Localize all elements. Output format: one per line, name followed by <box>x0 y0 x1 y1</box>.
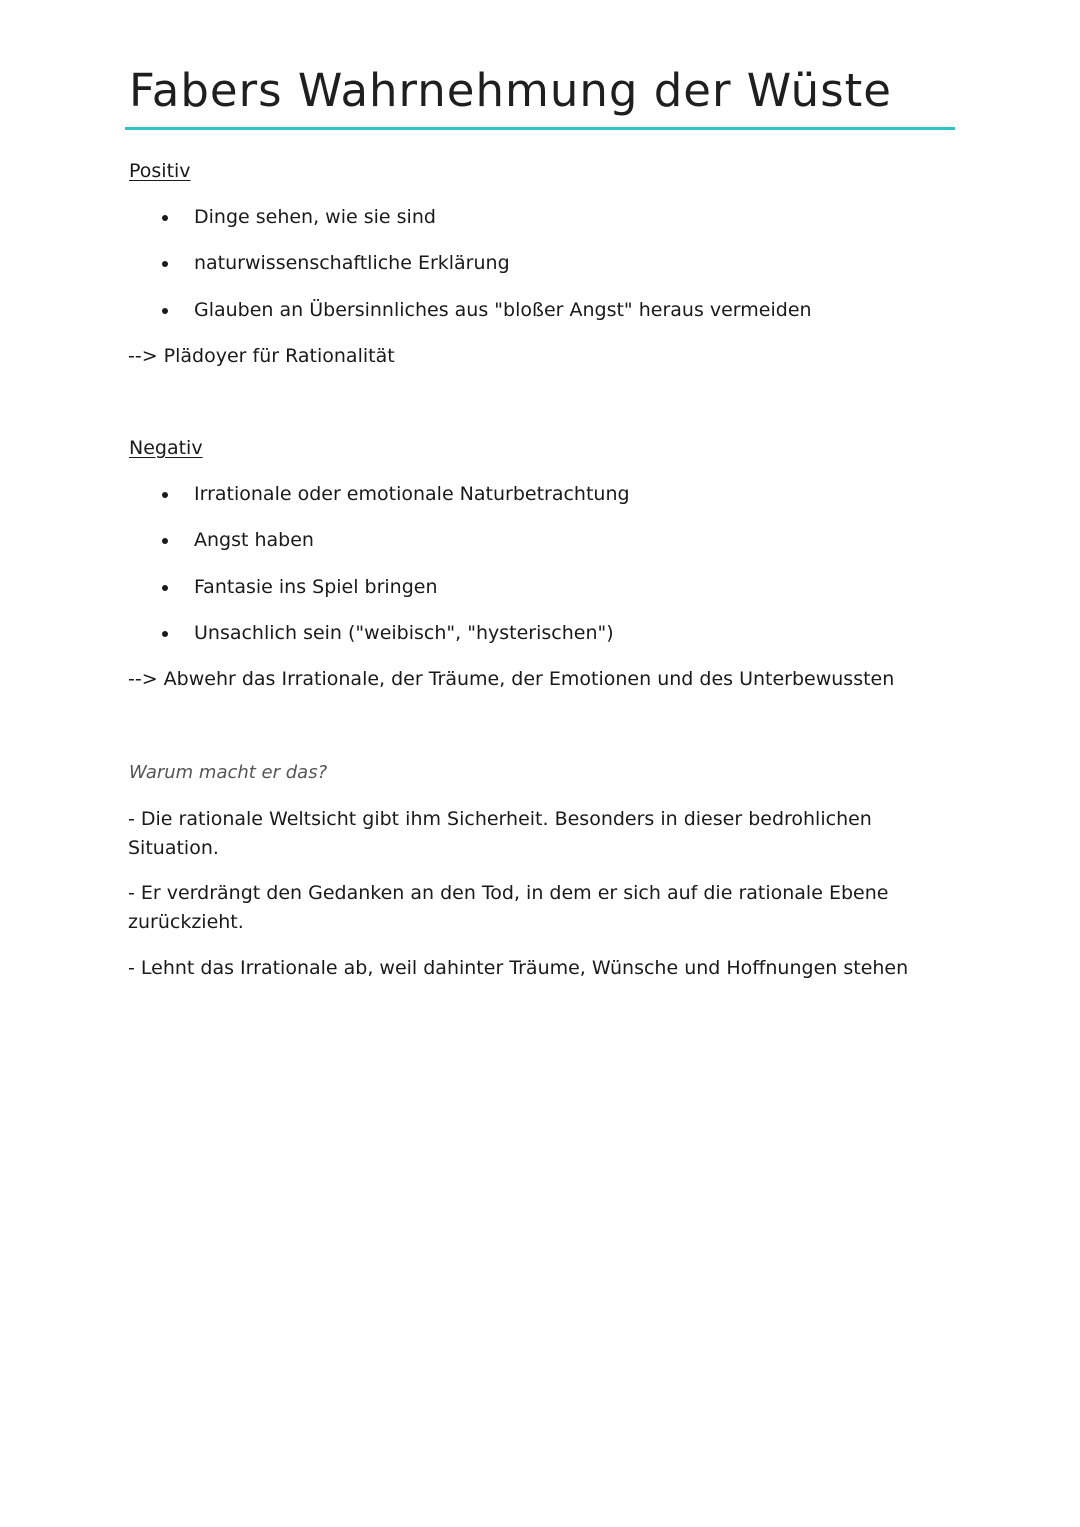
bullet-icon <box>162 492 168 498</box>
bullet-icon <box>162 538 168 544</box>
list-item-text: Glauben an Übersinnliches aus "bloßer Angst" heraus vermeiden <box>194 298 812 321</box>
bullet-icon <box>162 215 168 221</box>
negative-heading: Negativ <box>129 437 203 459</box>
list-item-text: Dinge sehen, wie sie sind <box>194 206 436 228</box>
reasons-question: Warum macht er das? <box>129 762 328 783</box>
positive-conclusion: --> Plädoyer für Rationalität <box>128 345 395 367</box>
list-item-text: Unsachlich sein ("weibisch", "hysterischen") <box>194 621 614 644</box>
list-item-text: naturwissenschaftliche Erklärung <box>194 252 510 275</box>
list-item-text: Irrationale oder emotionale Naturbetrachtung <box>194 483 630 505</box>
bullet-icon <box>162 585 168 591</box>
title-underline <box>125 127 955 130</box>
list-item-text: Fantasie ins Spiel bringen <box>194 575 438 598</box>
list-item-text: Angst haben <box>194 529 314 552</box>
page-title: Fabers Wahrnehmung der Wüste <box>129 64 892 117</box>
reason-paragraph: - Die rationale Weltsicht gibt ihm Sicherheit. Besonders in dieser bedrohlichen Situation. <box>128 808 872 859</box>
bullet-icon <box>162 261 168 267</box>
positive-heading: Positiv <box>129 160 191 182</box>
reason-paragraph: - Lehnt das Irrationale ab, weil dahinter Träume, Wünsche und Hoffnungen stehen <box>128 957 909 979</box>
reason-paragraph: - Er verdrängt den Gedanken an den Tod, in dem er sich auf die rationale Ebene zurückzieht. <box>128 882 889 933</box>
bullet-icon <box>162 308 168 314</box>
negative-conclusion: --> Abwehr das Irrationale, der Träume, der Emotionen und des Unterbewussten <box>128 668 895 690</box>
bullet-icon <box>162 631 168 637</box>
